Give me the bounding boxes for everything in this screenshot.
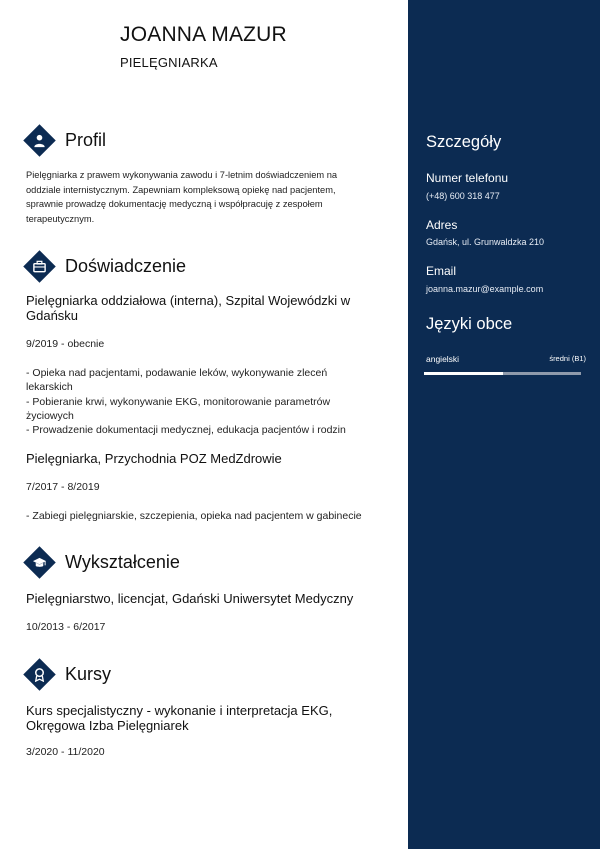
language-name: angielski — [426, 354, 460, 364]
language-level: średni (B1) — [549, 354, 586, 363]
bullet-line: - Pobieranie krwi, wykonywanie EKG, monitorowanie parametrów — [26, 395, 331, 408]
section-education-header — [24, 547, 180, 577]
job-bullets — [26, 509, 378, 523]
job-title: Pielęgniarka, Przychodnia POZ MedZdrowie — [26, 451, 282, 466]
languages-title: Języki obce — [426, 315, 513, 333]
bullet-line: życiowych — [26, 409, 74, 422]
phone-label: Numer telefonu — [426, 171, 509, 185]
job-bullets — [26, 366, 378, 437]
section-title-courses: Kursy — [65, 663, 112, 684]
bullet-line: - Prowadzenie dokumentacji medycznej, edukacja pacjentów i rodzin — [26, 424, 346, 437]
profile-line: oddziale internistycznym. Zapewniam kompleksową opiekę nad pacjentem, — [26, 184, 336, 195]
details-title: Szczegóły — [426, 133, 502, 151]
briefcase-icon — [23, 250, 56, 283]
section-title-experience: Doświadczenie — [65, 255, 187, 276]
profile-line: sprawnie prowadzę dokumentację medyczną i współpracuję z zespołem — [26, 199, 323, 210]
profile-line: Pielęgniarka z prawem wykonywania zawodu i 7-letnim doświadczeniem na — [26, 170, 338, 180]
candidate-role: PIELĘGNIARKA — [120, 55, 218, 70]
profile-text — [26, 168, 376, 226]
section-courses-header — [24, 659, 111, 689]
section-experience-header — [24, 251, 186, 281]
bullet-line: - Zabiegi pielęgniarskie, szczepienia, opieka nad pacjentem w gabinecie — [26, 510, 362, 522]
user-icon — [23, 124, 56, 157]
email-label: Email — [426, 264, 457, 278]
section-title-education: Wykształcenie — [65, 551, 180, 572]
address-value: Gdańsk, ul. Grunwaldzka 210 — [426, 237, 545, 247]
email-value: joanna.mazur@example.com — [426, 284, 544, 294]
job-dates: 9/2019 - obecnie — [26, 338, 105, 350]
award-icon — [23, 658, 56, 691]
candidate-name: JOANNA MAZUR — [120, 23, 287, 46]
course-entry: Kurs specjalistyczny - wykonanie i interpretacja EKG, Okręgowa Izba Pielęgniarek — [26, 703, 333, 733]
job-dates: 7/2017 - 8/2019 — [26, 481, 100, 493]
phone-value: (+48) 600 318 477 — [426, 191, 500, 201]
graduation-cap-icon — [23, 546, 56, 579]
language-level-bar — [424, 372, 581, 375]
profile-line: terapeutycznym. — [26, 213, 95, 224]
address-label: Adres — [426, 218, 458, 232]
job-title: Pielęgniarka oddziałowa (interna), Szpital Wojewódzki w Gdańsku — [26, 293, 351, 323]
course-dates: 3/2020 - 11/2020 — [26, 746, 105, 758]
education-entry: Pielęgniarstwo, licencjat, Gdański Uniwersytet Medyczny — [26, 591, 354, 606]
bullet-line: - Opieka nad pacjentami, podawanie leków, wykonywanie zleceń — [26, 367, 328, 379]
sidebar — [408, 0, 600, 849]
language-level-fill — [424, 372, 503, 375]
bullet-line: lekarskich — [26, 381, 73, 394]
section-profile-header — [24, 125, 106, 155]
education-dates: 10/2013 - 6/2017 — [26, 621, 106, 633]
section-title-profile: Profil — [65, 129, 107, 150]
